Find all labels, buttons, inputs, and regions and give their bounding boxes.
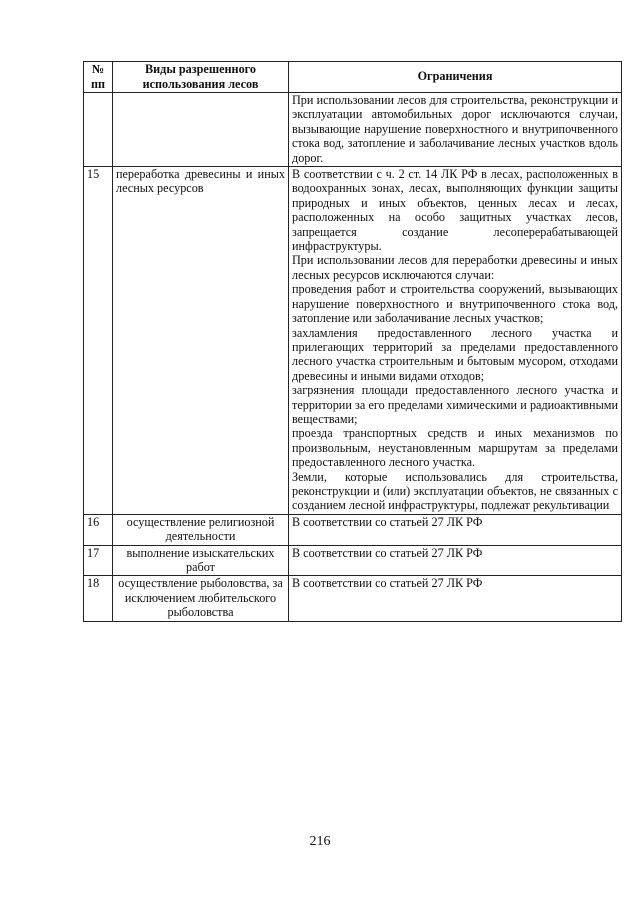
forest-use-restrictions-table [83,61,622,622]
restriction-paragraph: Земли, которые использовались для строительства, реконструкции и (или) эксплуатации объектов, не связанных с созданием лесной инфраструктуры, подлежат рекультивации [292,469,618,513]
restriction-paragraph: загрязнения площади предоставленного лесного участка и территории за его пределами химическими и радиоактивными веществами; [292,383,618,426]
restriction-paragraph: При использовании лесов для переработки древесины и иных лесных ресурсов исключаются случаи: [292,253,618,282]
restriction-paragraph: В соответствии со статьей 27 ЛК РФ [292,514,483,529]
restriction-paragraph: захламления предоставленного лесного участка и прилегающих территорий за пределами предоставленного лесного участка строительным и бытовым мусором, отходами древесины и иными видами отходов; [292,325,618,383]
row-use-kind: осуществление религиозной деятельности [113,514,289,545]
row-number: 15 [84,167,113,515]
restriction-paragraph: В соответствии со статьей 27 ЛК РФ [292,576,483,591]
restriction-paragraph: проведения работ и строительства сооружений, вызывающих нарушение поверхностного и внутрипочвенного стока вод, затопление или заболачивание лесных участков; [292,282,618,326]
row-number: 18 [84,576,113,621]
row-number: 16 [84,514,113,545]
table-row [84,514,622,545]
table-row [84,167,622,515]
row-number [84,93,113,167]
table-row [84,93,622,167]
row-restrictions [289,167,622,515]
header-kind: Виды разрешенного использования лесов [113,62,289,93]
row-restrictions [289,93,622,167]
row-use-kind: осуществление рыболовства, за исключением любительского рыболовства [113,576,289,621]
row-restrictions [289,545,622,576]
table-row [84,545,622,576]
table-row [84,576,622,621]
row-restrictions [289,576,622,621]
table-header-row [84,62,622,93]
restriction-paragraph: проезда транспортных средств и иных механизмов по произвольным, неустановленным маршрутам за пределами предоставленного лесного участка. [292,426,618,470]
page-number: 216 [309,834,331,849]
header-num: № пп [84,62,113,93]
row-restrictions [289,514,622,545]
row-use-kind: выполнение изыскательских работ [113,545,289,576]
restriction-paragraph: В соответствии со статьей 27 ЛК РФ [292,545,483,560]
restriction-paragraph: В соответствии с ч. 2 ст. 14 ЛК РФ в лесах, расположенных в водоохранных зонах, лесах, выполняющих функции защиты природных и иных объектов, ценных лесах и лесах, расположенных на особо защитных участках лесов, запрещается создание лесоперерабатывающей инфраструктуры. [292,167,618,254]
row-number: 17 [84,545,113,576]
row-use-kind: переработка древесины и иных лесных ресурсов [113,167,289,515]
restriction-paragraph: При использовании лесов для строительства, реконструкции и эксплуатации автомобильных дорог исключаются случаи, вызывающие нарушение поверхностного и внутрипочвенного стока вод, затопление и заболачивание лесных участков вдоль дорог. [292,93,618,165]
header-restrictions: Ограничения [289,62,622,93]
row-use-kind [113,93,289,167]
